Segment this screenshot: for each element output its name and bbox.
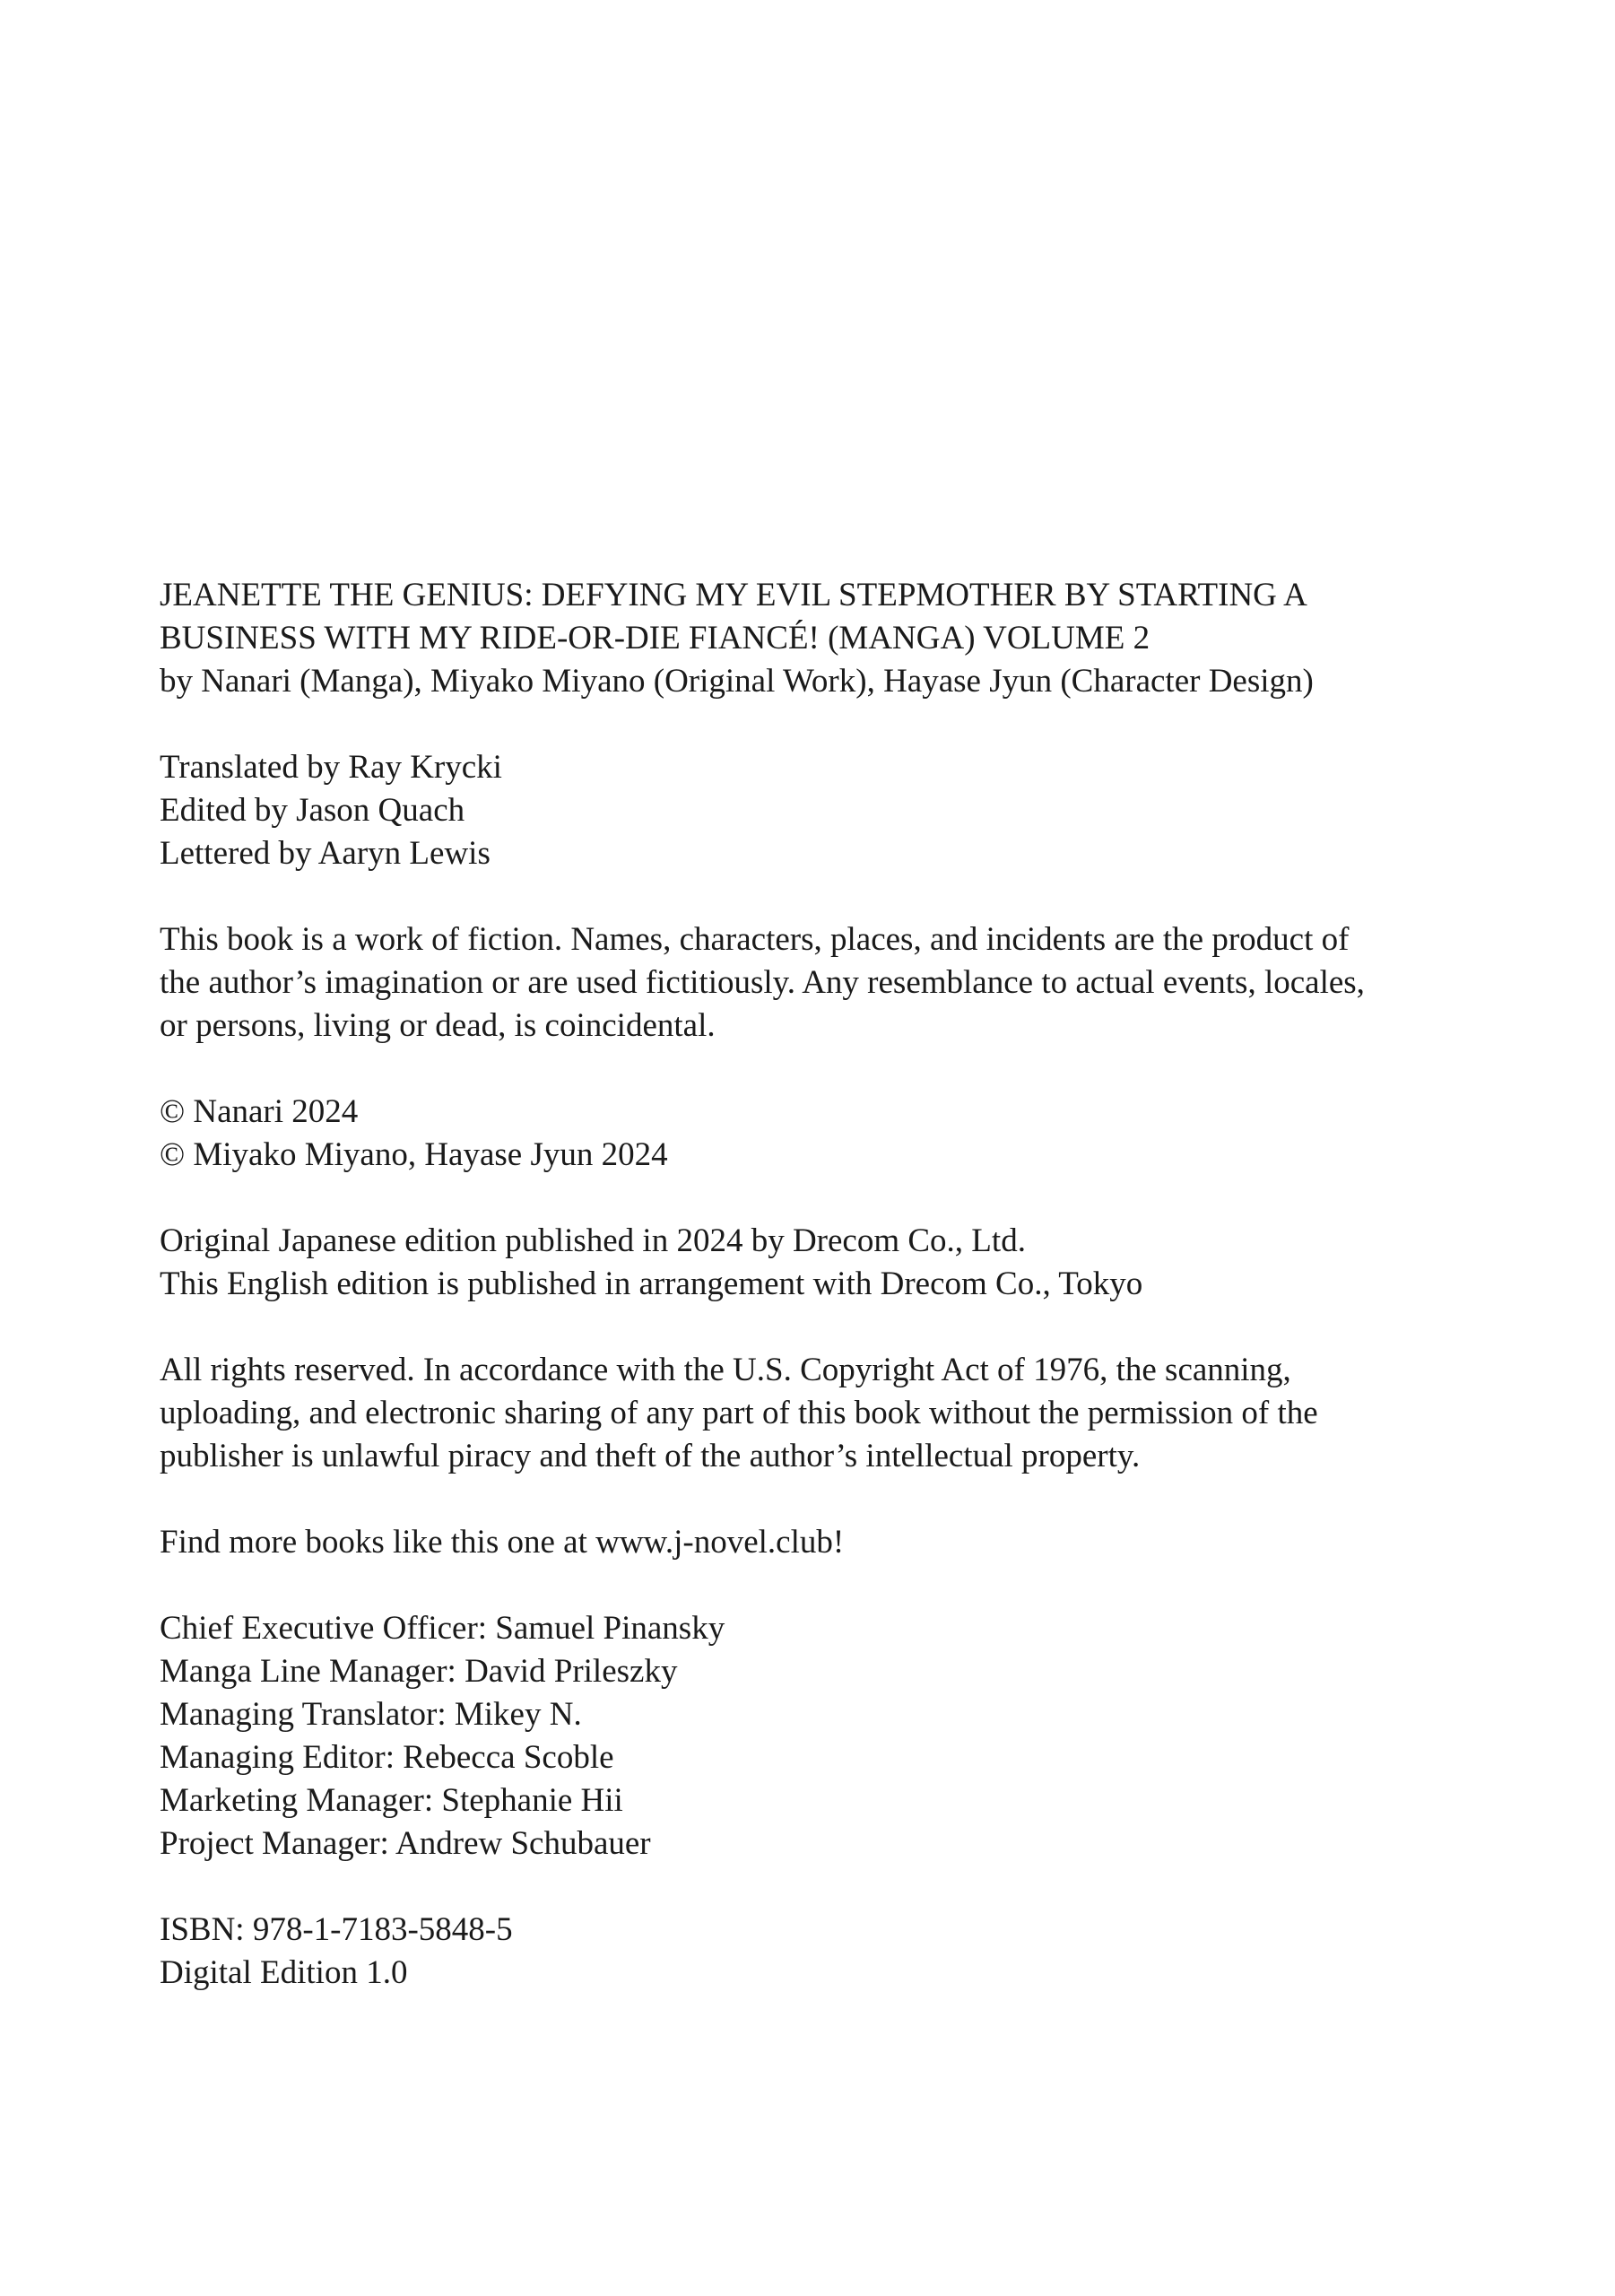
staff-line: Manga Line Manager: David Prileszky <box>160 1653 678 1690</box>
isbn: ISBN: 978-1-7183-5848-5 <box>160 1911 513 1948</box>
edition-notes-block <box>160 1220 1487 1306</box>
rights-line: All rights reserved. In accordance with the U.S. Copyright Act of 1976, the scanning, <box>160 1352 1291 1388</box>
edition-note-line: This English edition is published in arrangement with Drecom Co., Tokyo <box>160 1265 1143 1302</box>
credits-block <box>160 746 1487 875</box>
disclaimer-line: This book is a work of fiction. Names, characters, places, and incidents are the product of <box>160 921 1350 958</box>
staff-line: Marketing Manager: Stephanie Hii <box>160 1782 623 1819</box>
credit-letterer: Lettered by Aaryn Lewis <box>160 835 491 872</box>
staff-block <box>160 1607 1487 1866</box>
staff-line: Managing Translator: Mikey N. <box>160 1696 582 1733</box>
edition-note-line: Original Japanese edition published in 2024 by Drecom Co., Ltd. <box>160 1222 1026 1259</box>
rights-block <box>160 1349 1487 1478</box>
title-line-2: BUSINESS WITH MY RIDE-OR-DIE FIANCÉ! (MANGA) VOLUME 2 <box>160 620 1150 657</box>
title-line-1: JEANETTE THE GENIUS: DEFYING MY EVIL STEPMOTHER BY STARTING A <box>160 577 1307 613</box>
find-more-text: Find more books like this one at www.j-novel.club! <box>160 1524 845 1561</box>
edition-version: Digital Edition 1.0 <box>160 1954 408 1991</box>
rights-line: uploading, and electronic sharing of any part of this book without the permission of the <box>160 1395 1318 1431</box>
title-block <box>160 574 1487 703</box>
copyright-line: © Miyako Miyano, Hayase Jyun 2024 <box>160 1136 668 1173</box>
credit-editor: Edited by Jason Quach <box>160 792 465 829</box>
isbn-block <box>160 1909 1487 1995</box>
copyright-content <box>160 574 1487 2038</box>
disclaimer-line: or persons, living or dead, is coincidental. <box>160 1007 716 1044</box>
disclaimer-block <box>160 918 1487 1048</box>
credit-translator: Translated by Ray Krycki <box>160 749 502 786</box>
staff-line: Chief Executive Officer: Samuel Pinansky <box>160 1610 725 1647</box>
staff-line: Project Manager: Andrew Schubauer <box>160 1825 651 1862</box>
rights-line: publisher is unlawful piracy and theft of the author’s intellectual property. <box>160 1438 1141 1474</box>
staff-line: Managing Editor: Rebecca Scoble <box>160 1739 614 1776</box>
disclaimer-line: the author’s imagination or are used fictitiously. Any resemblance to actual events, locales, <box>160 964 1365 1001</box>
byline: by Nanari (Manga), Miyako Miyano (Original Work), Hayase Jyun (Character Design) <box>160 663 1314 700</box>
find-more-block <box>160 1521 1487 1564</box>
copyright-block <box>160 1091 1487 1177</box>
copyright-line: © Nanari 2024 <box>160 1093 359 1130</box>
